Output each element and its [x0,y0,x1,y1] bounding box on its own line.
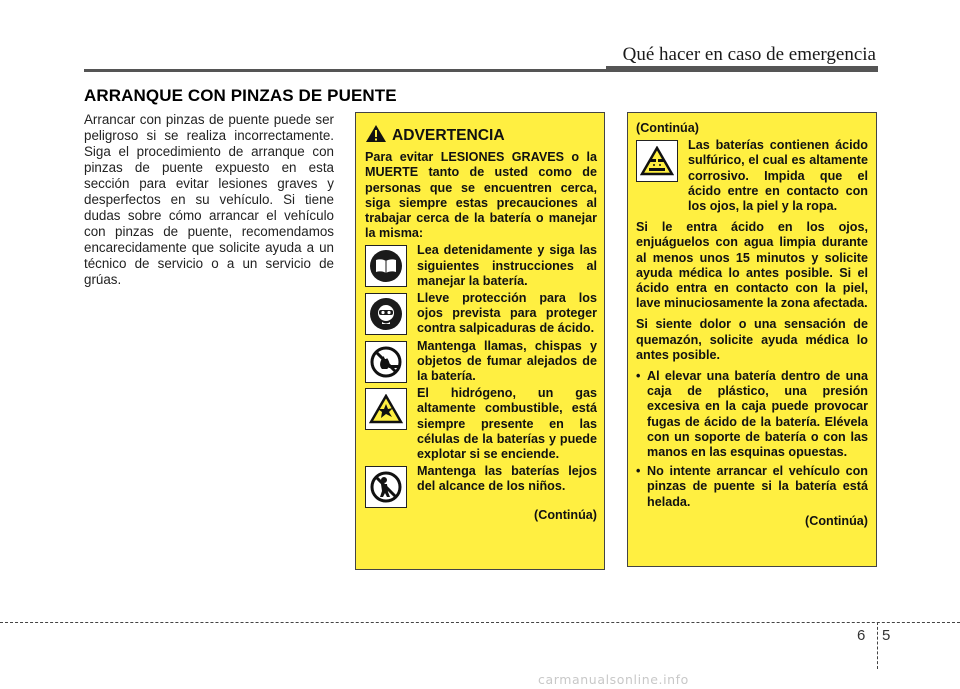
header-title: Qué hacer en caso de emergencia [622,44,876,65]
warning-heading [365,124,597,146]
warning-box-continued [627,112,877,567]
bullet-item: • No intente arrancar el vehículo con pinzas de puente si la batería está helada. [636,464,868,510]
warning-item-text: Lleve protección para los ojos prevista para proteger contra salpicaduras de ácido. [417,291,597,336]
warning-item [365,386,597,462]
eye-protection-icon [365,293,407,335]
continued-label: (Continúa) [805,513,868,528]
warning-item [365,464,597,508]
warning-item-text: El hidrógeno, un gas altamente combustible, está siempre presente en las células de la baterías y puede explotar si se enciende. [417,386,597,462]
warning-item-text: Lea detenidamente y siga las siguientes instrucciones al manejar la batería. [417,243,597,288]
warning-box [355,112,605,570]
bullet-item: • Al elevar una batería dentro de una caja de plástico, una presión excesiva en la caja puede provocar fugas de ácido de la batería. Elévela con un soporte de batería o con las manos en las esquinas opuestas. [636,369,868,460]
warning-item [365,291,597,337]
page-number: 5 [882,627,891,644]
warning-item [636,138,868,214]
no-flames-icon [365,341,407,383]
footer-rule [0,622,960,623]
watermark: carmanualsonline.info [538,672,689,687]
manual-book-icon [365,245,407,287]
keep-away-children-icon [365,466,407,508]
explosion-hazard-icon [365,388,407,430]
acid-warning-text: Las baterías contienen ácido sulfúrico, el cual es altamente corrosivo. Impida que el ácido entre en contacto con los ojos, la piel y la ropa. [688,138,868,214]
warning-intro: Para evitar LESIONES GRAVES o la MUERTE tanto de usted como de personas que se encuentren cerca, siga siempre estas precauciones al trabajar cerca de la batería o manejar la misma: [365,150,597,241]
page-divider [877,622,878,669]
warning-triangle-icon [365,124,387,146]
warning-title: ADVERTENCIA [392,126,505,144]
section-title: ARRANQUE CON PINZAS DE PUENTE [84,86,397,105]
intro-paragraph: Arrancar con pinzas de puente puede ser peligroso si se realiza incorrectamente. Siga el procedimiento de arranque con pinzas de puente expuesto en esta sección para evitar lesiones graves y desperfectos en su vehículo. Si tiene dudas sobre cómo arrancar el vehículo con pinzas de puente, recomendamos encarecidamente que solicite ayuda a un técnico de servicio o a un servicio de grúas. [84,112,334,287]
warning-item [365,243,597,289]
warning-item [365,339,597,385]
continued-heading: (Continúa) [636,121,699,135]
corrosive-acid-icon [636,140,678,182]
acid-eyes-paragraph: Si le entra ácido en los ojos, enjuáguelos con agua limpia durante al menos unos 15 minutos y solicite ayuda médica lo antes posible. Si el ácido entra en contacto con la piel, lave minuciosamente la zona afectada. [636,220,868,311]
warning-item-text: Mantenga llamas, chispas y objetos de fumar alejados de la batería. [417,338,597,384]
continued-label: (Continúa) [534,508,597,523]
burning-paragraph: Si siente dolor o una sensación de quemazón, solicite ayuda médica lo antes posible. [636,317,868,362]
bullet-list [636,369,868,510]
header-rule-accent [606,66,878,72]
chapter-number: 6 [857,627,866,644]
warning-item-text: Mantenga las baterías lejos del alcance de los niños. [417,464,597,494]
